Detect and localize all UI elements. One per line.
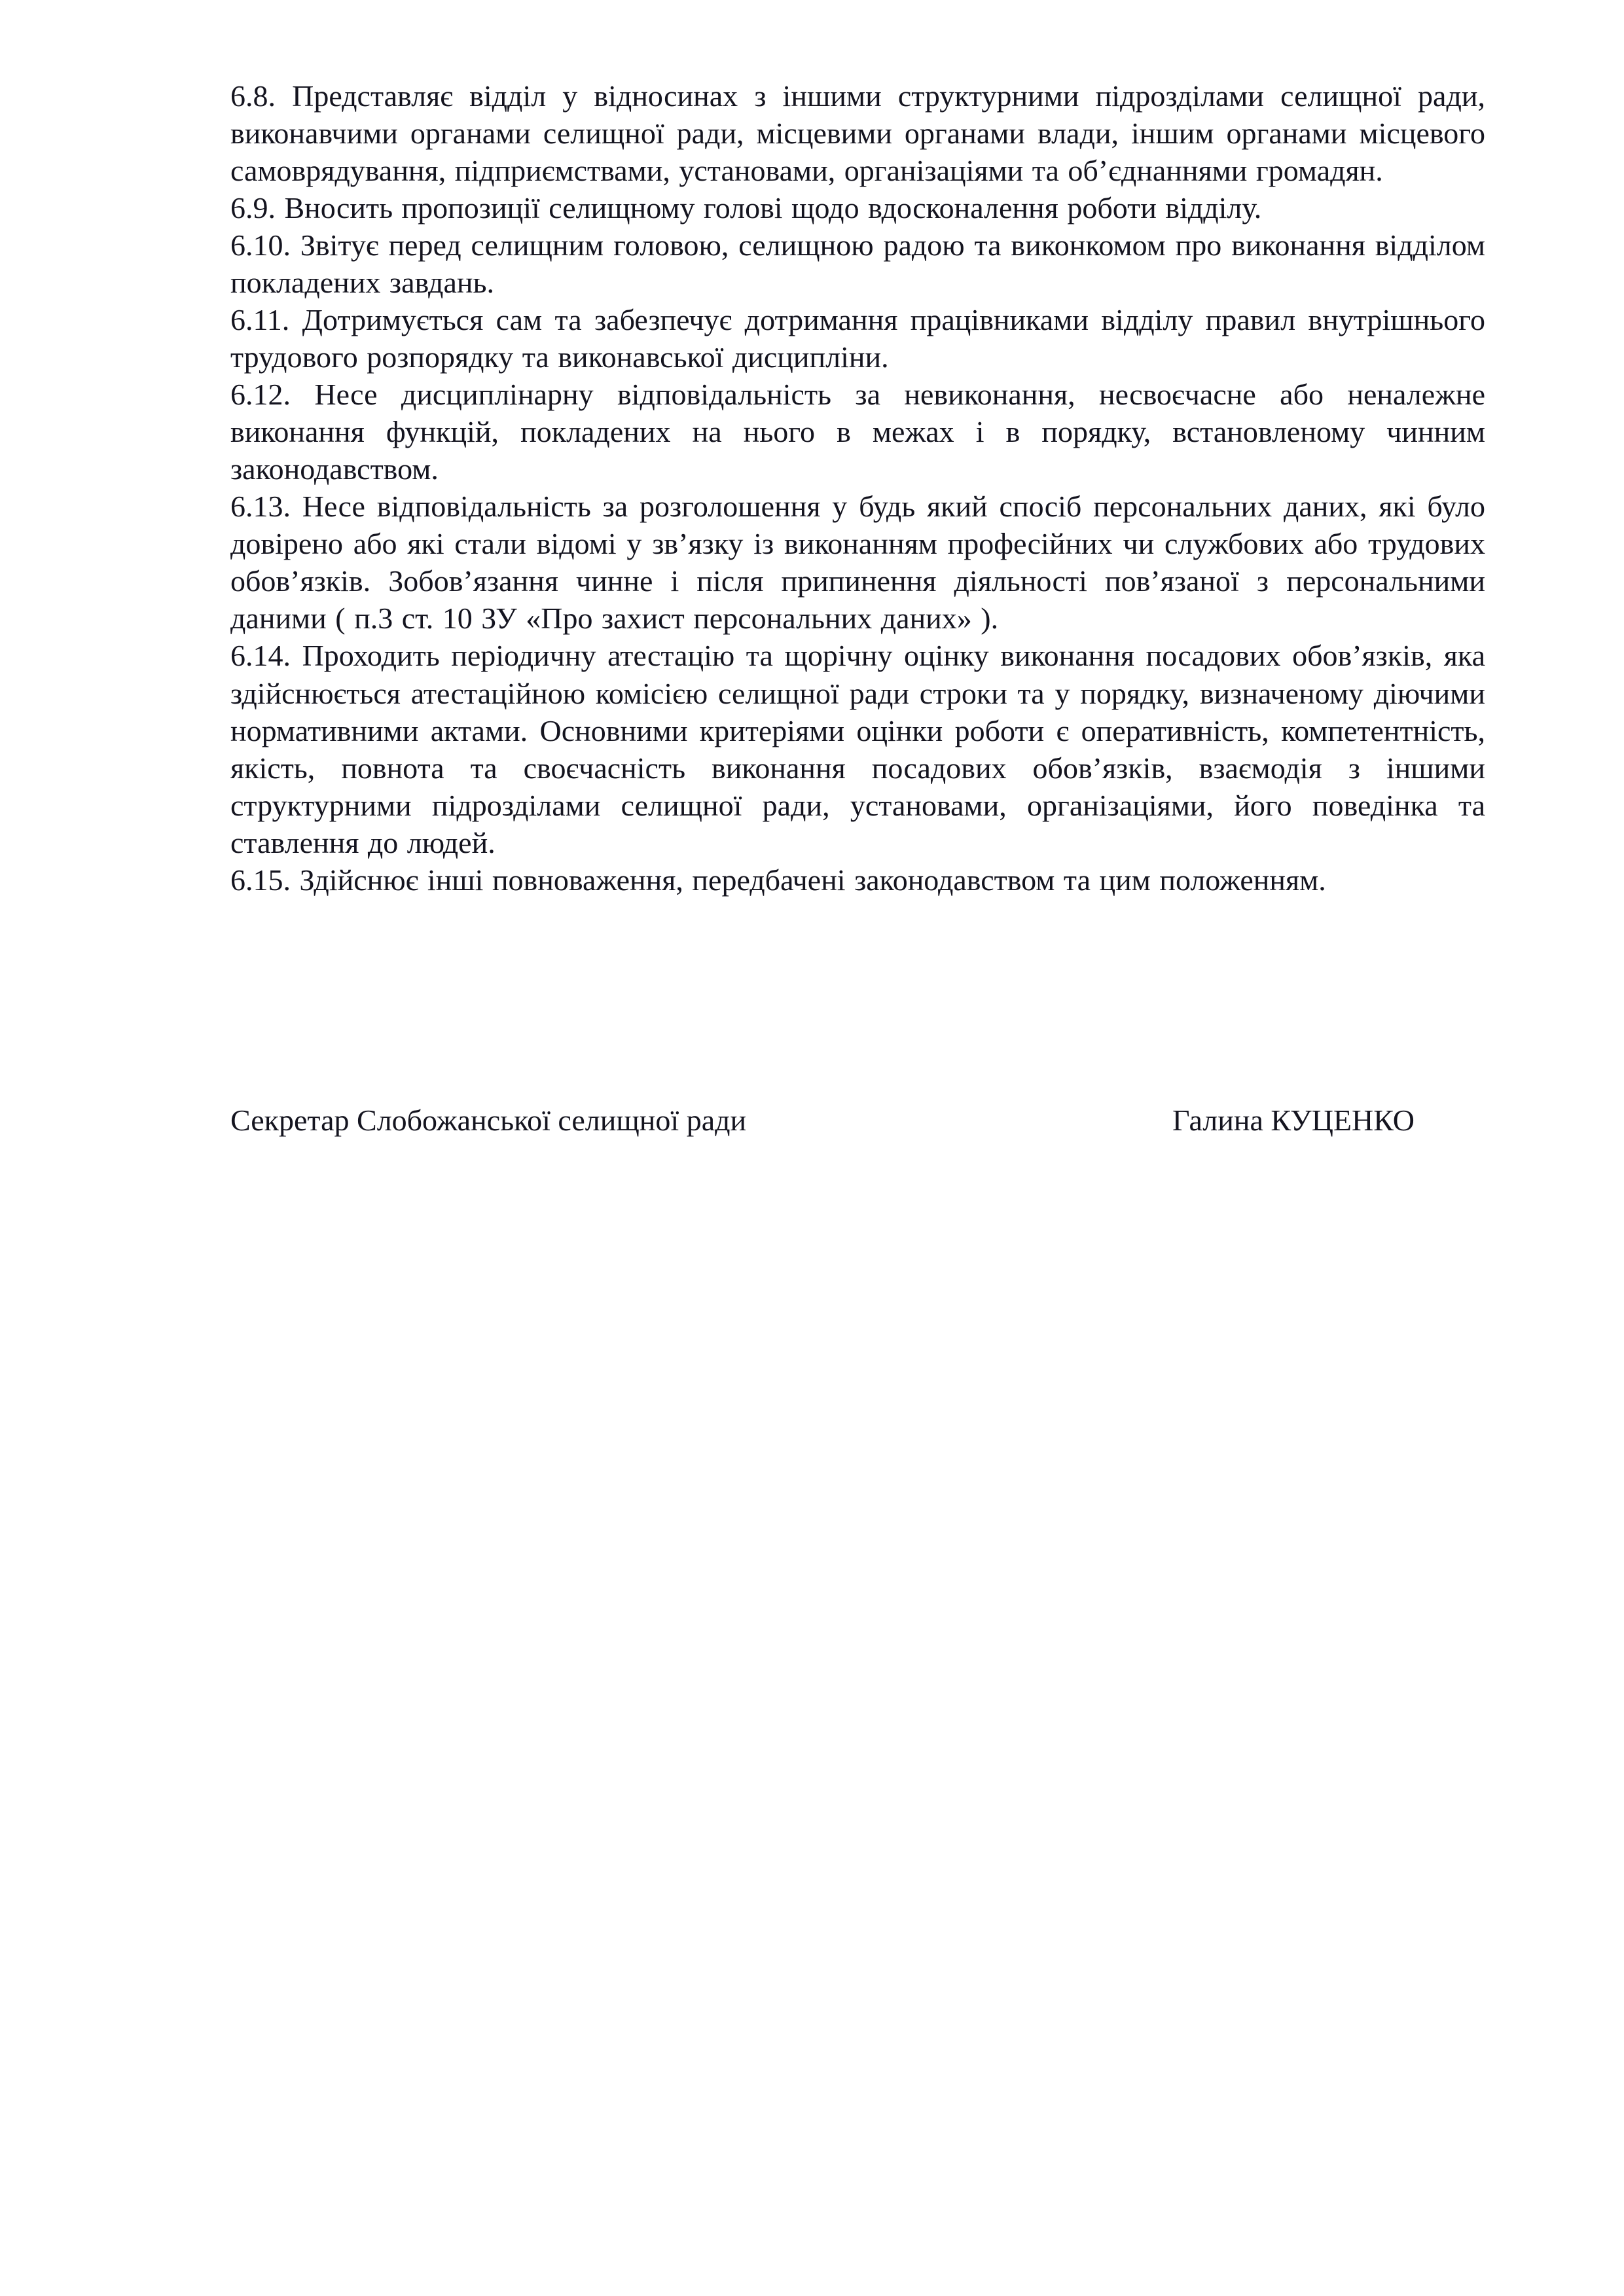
paragraph: 6.15. Здійснює інші повноваження, передбачені законодавством та цим положенням. xyxy=(230,863,1326,897)
paragraph: 6.14. Проходить періодичну атестацію та щорічну оцінку виконання посадових обов’язків, яка здійснюється атестаційною комісією селищної ради строки та у порядку, визначеному діючими нормативними актами. Основними критеріями оцінки роботи є оперативність, компетентність, якість, повнота та своєчасність виконання посадових обов’язків, взаємодія з іншими структурними підрозділами селищної ради, установами, організаціями, його поведінка та ставлення до людей. xyxy=(230,639,1485,859)
signature-name: Галина КУЦЕНКО xyxy=(1172,1103,1415,1137)
signature-row xyxy=(230,1102,1485,1139)
paragraph: 6.10. Звітує перед селищним головою, селищною радою та виконкомом про виконання відділом покладених завдань. xyxy=(230,228,1485,300)
paragraph: 6.12. Несе дисциплінарну відповідальність за невиконання, несвоєчасне або неналежне виконання функцій, покладених на нього в межах і в порядку, встановленому чинним законодавством. xyxy=(230,378,1485,486)
paragraph: 6.13. Несе відповідальність за розголошення у будь який спосіб персональних даних, які було довірено або які стали відомі у зв’язку із виконанням професійних чи службових або трудових обов’язків. Зобов’язання чинне і після припинення діяльності пов’язаної з персональними даними ( п.3 ст. 10 ЗУ «Про захист персональних даних» ). xyxy=(230,490,1485,636)
paragraph: 6.11. Дотримується сам та забезпечує дотримання працівниками відділу правил внутрішнього трудового розпорядку та виконавської дисципліни. xyxy=(230,303,1485,374)
paragraph: 6.8. Представляє відділ у відносинах з іншими структурними підрозділами селищної ради, виконавчими органами селищної ради, місцевими органами влади, іншим органами місцевого самоврядування, підприємствами, установами, організаціями та об’єднаннями громадян. xyxy=(230,79,1485,188)
signature-title: Секретар Слобожанської селищної ради xyxy=(230,1103,747,1137)
paragraph: 6.9. Вносить пропозиції селищному голові щодо вдосконалення роботи відділу. xyxy=(230,191,1262,225)
document-body xyxy=(230,77,1485,899)
